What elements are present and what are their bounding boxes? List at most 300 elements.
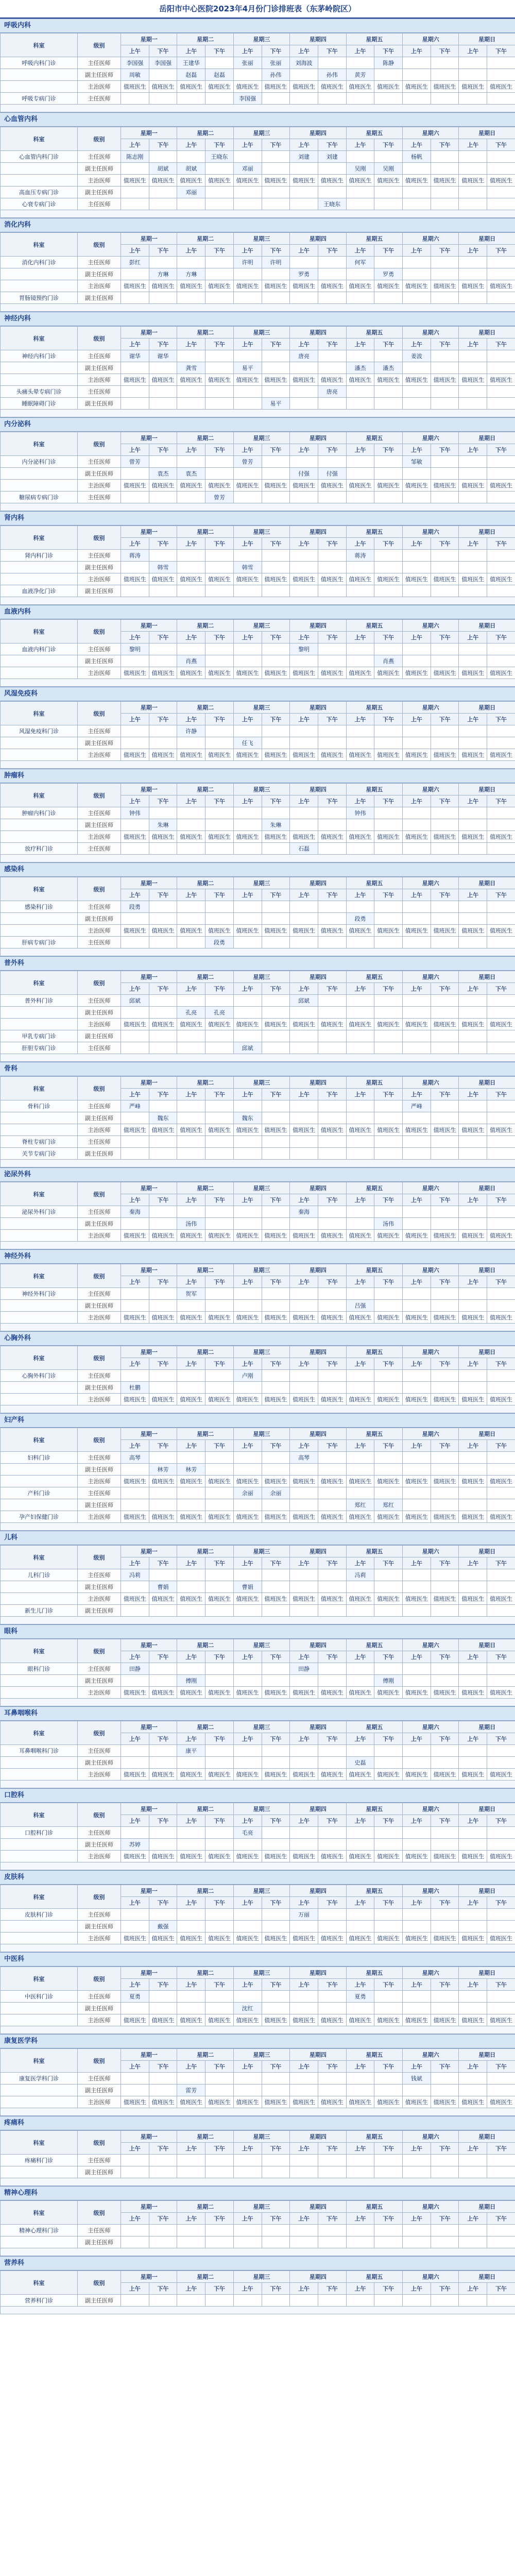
doctor-slot (205, 1757, 234, 1769)
doctor-slot (346, 1827, 374, 1839)
level-cell: 主任医师 (78, 2155, 121, 2166)
doctor-slot: 值班医生 (318, 1933, 346, 1944)
period-header: 下午 (149, 2213, 177, 2225)
weekday-header: 星期三 (233, 1885, 289, 1897)
doctor-slot (403, 57, 431, 69)
doctor-slot (318, 843, 346, 855)
doctor-slot (459, 655, 487, 667)
doctor-slot: 值班医生 (121, 1687, 149, 1699)
doctor-slot: 值班医生 (121, 749, 149, 761)
level-cell: 主任医师 (78, 1827, 121, 1839)
doctor-slot (403, 1757, 431, 1769)
doctor-slot (403, 1288, 431, 1300)
period-header: 上午 (290, 1358, 318, 1370)
doctor-slot: 张丽 (262, 57, 290, 69)
doctor-slot: 许静 (177, 725, 205, 737)
dept-cell (1, 1312, 78, 1324)
weekday-header: 星期四 (290, 784, 346, 795)
doctor-slot (290, 1148, 318, 1160)
doctor-slot: 值班医生 (487, 1593, 515, 1605)
spacer-cell (1, 855, 515, 862)
schedule-row (1, 655, 515, 667)
period-header: 上午 (121, 795, 149, 807)
doctor-slot: 余丽 (233, 1487, 262, 1499)
doctor-slot (431, 1991, 459, 2003)
level-cell: 主治医师 (78, 749, 121, 761)
doctor-slot: 值班医生 (346, 1394, 374, 1405)
schedule-row (1, 995, 515, 1007)
doctor-slot (459, 1112, 487, 1124)
doctor-slot (318, 1148, 346, 1160)
spacer-cell (1, 2108, 515, 2116)
doctor-slot (121, 198, 149, 210)
weekday-header: 星期四 (290, 2131, 346, 2143)
section-spacer (1, 2026, 515, 2034)
period-header: 上午 (459, 2143, 487, 2155)
doctor-slot (487, 1206, 515, 1218)
dept-cell (1, 1933, 78, 1944)
weekday-header: 星期二 (177, 784, 233, 795)
doctor-slot (205, 1745, 234, 1757)
period-header: 下午 (431, 1651, 459, 1663)
weekday-header: 星期六 (403, 2201, 459, 2213)
doctor-slot (431, 1581, 459, 1593)
doctor-slot (403, 1370, 431, 1382)
doctor-slot: 值班医生 (459, 1933, 487, 1944)
doctor-slot (374, 468, 403, 480)
weekday-header: 星期四 (290, 327, 346, 338)
doctor-slot: 段勇 (205, 937, 234, 948)
weekday-header: 星期二 (177, 2131, 233, 2143)
schedule-row (1, 2096, 515, 2108)
doctor-slot (431, 69, 459, 81)
doctor-slot: 值班医生 (487, 1511, 515, 1523)
dept-column-header: 科室 (1, 971, 78, 995)
doctor-slot (318, 1382, 346, 1394)
doctor-slot (374, 1991, 403, 2003)
doctor-slot (431, 1042, 459, 1054)
doctor-slot (177, 1991, 205, 2003)
doctor-slot: 值班医生 (149, 1593, 177, 1605)
doctor-slot (374, 151, 403, 163)
doctor-slot: 值班医生 (346, 1933, 374, 1944)
doctor-slot (233, 151, 262, 163)
weekday-header: 星期六 (403, 620, 459, 632)
doctor-slot (487, 350, 515, 362)
doctor-slot (459, 901, 487, 913)
doctor-slot: 值班医生 (262, 1476, 290, 1487)
doctor-slot (403, 2295, 431, 2307)
doctor-slot (177, 1382, 205, 1394)
doctor-slot: 值班医生 (290, 749, 318, 761)
doctor-slot: 值班医生 (487, 1851, 515, 1862)
doctor-slot: 袁杰 (177, 468, 205, 480)
doctor-slot (459, 1991, 487, 2003)
dept-cell (1, 1687, 78, 1699)
doctor-slot (233, 1136, 262, 1148)
dept-column-header: 科室 (1, 1639, 78, 1663)
doctor-slot: 值班医生 (262, 2014, 290, 2026)
doctor-slot (459, 2073, 487, 2084)
schedule-row (1, 1511, 515, 1523)
doctor-slot: 孙伟 (318, 69, 346, 81)
doctor-slot (177, 643, 205, 655)
schedule-row (1, 725, 515, 737)
doctor-slot (403, 1839, 431, 1851)
doctor-slot (205, 1921, 234, 1933)
doctor-slot (374, 1839, 403, 1851)
doctor-slot (487, 1569, 515, 1581)
doctor-slot (431, 1605, 459, 1617)
section-header: 心胸外科 (0, 1331, 515, 1346)
dept-cell: 妇科门诊 (1, 1452, 78, 1464)
period-header: 上午 (233, 983, 262, 995)
doctor-slot (431, 995, 459, 1007)
period-header: 下午 (374, 139, 403, 151)
doctor-slot (290, 725, 318, 737)
weekday-header: 星期日 (459, 702, 515, 714)
section-spacer (1, 1324, 515, 1331)
doctor-slot: 值班医生 (318, 667, 346, 679)
period-header: 下午 (318, 983, 346, 995)
doctor-slot (403, 562, 431, 573)
period-header: 下午 (318, 245, 346, 257)
period-header: 上午 (403, 538, 431, 550)
weekday-header: 星期二 (177, 620, 233, 632)
period-header: 上午 (346, 1897, 374, 1909)
doctor-slot (290, 198, 318, 210)
doctor-slot (262, 1148, 290, 1160)
period-header: 上午 (121, 1897, 149, 1909)
doctor-slot (346, 655, 374, 667)
weekday-header: 星期四 (290, 1639, 346, 1651)
weekday-header: 星期五 (346, 1639, 402, 1651)
schedule-row (1, 1933, 515, 1944)
weekday-header: 星期四 (290, 971, 346, 983)
doctor-slot (403, 1827, 431, 1839)
doctor-slot: 值班医生 (487, 573, 515, 585)
doctor-slot (374, 1581, 403, 1593)
weekday-header: 星期三 (233, 971, 289, 983)
doctor-slot: 值班医生 (233, 81, 262, 93)
doctor-slot (233, 398, 262, 410)
period-header: 下午 (487, 45, 515, 57)
doctor-slot (121, 1136, 149, 1148)
doctor-slot (459, 1499, 487, 1511)
doctor-slot (459, 2155, 487, 2166)
doctor-slot (177, 292, 205, 304)
weekday-header: 星期日 (459, 1639, 515, 1651)
doctor-slot (459, 1007, 487, 1019)
doctor-slot (262, 737, 290, 749)
doctor-slot: 值班医生 (262, 81, 290, 93)
schedule-row (1, 749, 515, 761)
period-header: 下午 (318, 1815, 346, 1827)
doctor-slot (121, 2073, 149, 2084)
doctor-slot: 值班医生 (459, 480, 487, 492)
weekday-header: 星期日 (459, 526, 515, 538)
section-spacer (1, 503, 515, 511)
doctor-slot: 值班医生 (403, 1312, 431, 1324)
doctor-slot (318, 2073, 346, 2084)
level-column-header: 级别 (78, 1967, 121, 1991)
period-header: 上午 (233, 1733, 262, 1745)
doctor-slot: 赵磊 (177, 69, 205, 81)
section-table (0, 1428, 515, 1531)
doctor-slot: 值班医生 (205, 374, 234, 386)
doctor-slot (431, 187, 459, 198)
section-table (0, 326, 515, 417)
doctor-slot (318, 257, 346, 268)
weekday-header-row (1, 233, 515, 245)
doctor-slot (487, 2003, 515, 2014)
doctor-slot (233, 1452, 262, 1464)
level-cell: 主任医师 (78, 1745, 121, 1757)
weekday-header: 星期一 (121, 971, 177, 983)
period-header: 上午 (177, 538, 205, 550)
doctor-slot: 值班医生 (149, 2096, 177, 2108)
doctor-slot (403, 807, 431, 819)
doctor-slot (262, 1136, 290, 1148)
dept-cell (1, 1300, 78, 1312)
schedule-row (1, 1593, 515, 1605)
doctor-slot: 值班医生 (459, 667, 487, 679)
doctor-slot (487, 187, 515, 198)
period-header: 下午 (318, 538, 346, 550)
doctor-slot (374, 257, 403, 268)
period-header: 下午 (262, 444, 290, 456)
period-header: 上午 (403, 338, 431, 350)
level-cell: 主任医师 (78, 350, 121, 362)
level-column-header: 级别 (78, 2049, 121, 2073)
schedule-row (1, 163, 515, 175)
section-table (0, 1182, 515, 1249)
dept-column-header: 科室 (1, 1721, 78, 1745)
doctor-slot: 付强 (290, 468, 318, 480)
section-header: 呼吸内科 (0, 19, 515, 33)
dept-cell: 血液内科门诊 (1, 643, 78, 655)
doctor-slot (205, 2236, 234, 2248)
period-header: 下午 (374, 1557, 403, 1569)
section-header: 普外科 (0, 956, 515, 971)
doctor-slot: 值班医生 (233, 1593, 262, 1605)
schedule-row (1, 643, 515, 655)
doctor-slot (431, 1663, 459, 1675)
doctor-slot: 值班医生 (346, 1476, 374, 1487)
period-header: 下午 (205, 2061, 234, 2073)
doctor-slot: 值班医生 (233, 2096, 262, 2108)
section-table (0, 1967, 515, 2034)
schedule-row (1, 2225, 515, 2236)
doctor-slot (233, 187, 262, 198)
doctor-slot (233, 655, 262, 667)
doctor-slot: 值班医生 (346, 573, 374, 585)
period-header: 上午 (121, 444, 149, 456)
doctor-slot: 值班医生 (459, 831, 487, 843)
spacer-cell (1, 1862, 515, 1870)
doctor-slot (149, 585, 177, 597)
doctor-slot (431, 655, 459, 667)
level-cell: 主任医师 (78, 995, 121, 1007)
doctor-slot (205, 1581, 234, 1593)
doctor-slot (346, 198, 374, 210)
weekday-header: 星期三 (233, 2271, 289, 2283)
doctor-slot: 李国强 (149, 57, 177, 69)
spacer-cell (1, 2307, 515, 2314)
doctor-slot (346, 1909, 374, 1921)
doctor-slot (374, 1112, 403, 1124)
spacer-cell (1, 410, 515, 417)
doctor-slot: 值班医生 (262, 480, 290, 492)
period-header: 下午 (374, 245, 403, 257)
doctor-slot (262, 1030, 290, 1042)
doctor-slot (177, 550, 205, 562)
period-header: 上午 (121, 2283, 149, 2295)
weekday-header: 星期一 (121, 1428, 177, 1440)
weekday-header: 星期六 (403, 1346, 459, 1358)
doctor-slot (205, 550, 234, 562)
doctor-slot: 值班医生 (233, 2014, 262, 2026)
doctor-slot: 彭红 (121, 257, 149, 268)
doctor-slot (177, 1042, 205, 1054)
schedule-row (1, 81, 515, 93)
doctor-slot (290, 2155, 318, 2166)
doctor-slot: 方琳 (177, 268, 205, 280)
doctor-slot: 值班医生 (121, 573, 149, 585)
doctor-slot (262, 1921, 290, 1933)
period-header: 上午 (290, 1194, 318, 1206)
level-cell: 主治医师 (78, 1394, 121, 1405)
period-header: 下午 (318, 1979, 346, 1991)
period-header: 下午 (149, 1089, 177, 1100)
period-header: 上午 (290, 1979, 318, 1991)
doctor-slot (121, 843, 149, 855)
period-header: 上午 (233, 2283, 262, 2295)
period-header: 上午 (177, 2143, 205, 2155)
weekday-header: 星期六 (403, 1885, 459, 1897)
doctor-slot (177, 1370, 205, 1382)
level-cell: 主任医师 (78, 1991, 121, 2003)
period-header: 上午 (459, 2061, 487, 2073)
weekday-header: 星期五 (346, 2271, 402, 2283)
doctor-slot: 值班医生 (431, 480, 459, 492)
doctor-slot: 值班医生 (262, 749, 290, 761)
weekday-header: 星期二 (177, 526, 233, 538)
section-header: 康复医学科 (0, 2034, 515, 2048)
doctor-slot: 值班医生 (374, 1687, 403, 1699)
doctor-slot (262, 1991, 290, 2003)
period-header: 下午 (205, 1194, 234, 1206)
section-header: 皮肤科 (0, 1870, 515, 1885)
doctor-slot: 值班医生 (205, 667, 234, 679)
doctor-slot: 值班医生 (177, 1124, 205, 1136)
period-header: 下午 (149, 1979, 177, 1991)
doctor-slot (121, 2225, 149, 2236)
period-header: 上午 (177, 1897, 205, 1909)
doctor-slot (177, 1452, 205, 1464)
period-header: 下午 (205, 1733, 234, 1745)
period-header: 下午 (431, 1979, 459, 1991)
doctor-slot (431, 562, 459, 573)
doctor-slot (431, 1745, 459, 1757)
doctor-slot (121, 492, 149, 503)
doctor-slot (403, 913, 431, 925)
doctor-slot: 值班医生 (121, 667, 149, 679)
doctor-slot (121, 1300, 149, 1312)
doctor-slot (374, 585, 403, 597)
weekday-header: 星期六 (403, 1182, 459, 1194)
period-header: 下午 (205, 632, 234, 643)
weekday-header: 星期六 (403, 1264, 459, 1276)
dept-cell: 耳鼻咽喉科门诊 (1, 1745, 78, 1757)
doctor-slot (318, 1288, 346, 1300)
doctor-slot (403, 1007, 431, 1019)
doctor-slot: 值班医生 (149, 667, 177, 679)
doctor-slot: 值班医生 (177, 2014, 205, 2026)
doctor-slot (459, 1452, 487, 1464)
doctor-slot: 值班医生 (403, 1476, 431, 1487)
period-header: 下午 (318, 338, 346, 350)
schedule-row (1, 1675, 515, 1687)
doctor-slot: 值班医生 (487, 749, 515, 761)
dept-cell (1, 268, 78, 280)
doctor-slot: 值班医生 (205, 2014, 234, 2026)
period-header: 下午 (262, 2283, 290, 2295)
doctor-slot: 值班医生 (459, 573, 487, 585)
weekday-header: 星期六 (403, 1639, 459, 1651)
weekday-header: 星期日 (459, 2271, 515, 2283)
doctor-slot: 值班医生 (233, 573, 262, 585)
period-header: 上午 (403, 889, 431, 901)
section-header: 肾内科 (0, 511, 515, 526)
doctor-slot (487, 1382, 515, 1394)
period-header: 上午 (177, 1358, 205, 1370)
weekday-header: 星期日 (459, 1546, 515, 1557)
doctor-slot: 值班医生 (346, 2096, 374, 2108)
section-spacer (1, 948, 515, 956)
doctor-slot (459, 386, 487, 398)
weekday-header: 星期六 (403, 877, 459, 889)
doctor-slot: 贺军 (177, 1288, 205, 1300)
weekday-header: 星期六 (403, 2049, 459, 2061)
period-header: 上午 (121, 139, 149, 151)
level-column-header: 级别 (78, 1346, 121, 1370)
period-header: 上午 (177, 889, 205, 901)
period-header: 下午 (262, 1979, 290, 1991)
period-header: 上午 (403, 983, 431, 995)
doctor-slot: 罗勇 (290, 268, 318, 280)
level-column-header: 级别 (78, 1428, 121, 1452)
section-spacer (1, 597, 515, 605)
schedule-row (1, 1769, 515, 1781)
doctor-slot (177, 1487, 205, 1499)
doctor-slot (205, 257, 234, 268)
doctor-slot (403, 2003, 431, 2014)
doctor-slot (233, 1839, 262, 1851)
period-header: 下午 (205, 714, 234, 725)
doctor-slot (290, 492, 318, 503)
dept-cell: 消化内科门诊 (1, 257, 78, 268)
weekday-header: 星期五 (346, 432, 402, 444)
doctor-slot (177, 1827, 205, 1839)
doctor-slot: 值班医生 (262, 667, 290, 679)
dept-cell (1, 1394, 78, 1405)
doctor-slot (431, 386, 459, 398)
doctor-slot (346, 937, 374, 948)
schedule-row (1, 819, 515, 831)
doctor-slot (177, 1569, 205, 1581)
period-header: 下午 (149, 245, 177, 257)
